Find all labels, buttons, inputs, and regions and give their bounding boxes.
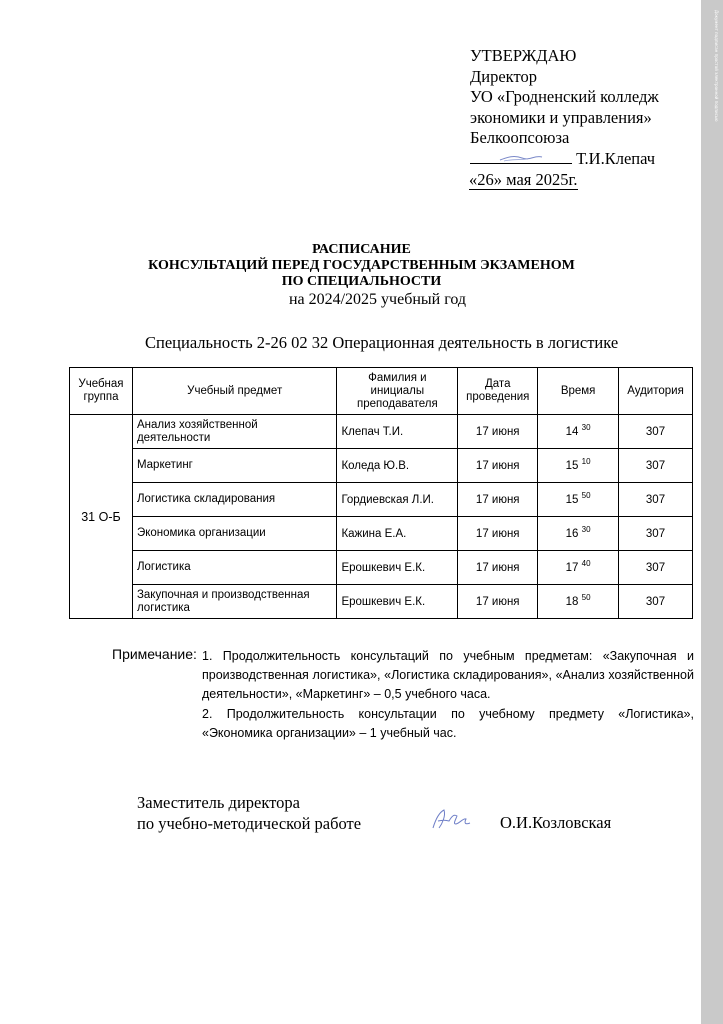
title-line1: РАСПИСАНИЕ — [312, 242, 411, 257]
room-cell: 307 — [619, 449, 693, 483]
approval-org-line1: УО «Гродненский колледж — [470, 87, 659, 107]
subject-cell: Маркетинг — [132, 449, 336, 483]
approval-block — [470, 46, 690, 190]
date-cell: 17 июня — [458, 415, 538, 449]
table-row — [70, 551, 693, 585]
director-signature — [470, 149, 572, 164]
teacher-cell: Ерошкевич Е.К. — [337, 585, 458, 619]
table-row — [70, 483, 693, 517]
time-cell — [538, 517, 619, 551]
side-stamp-text: Документ подписан простой электронной подписью — [714, 10, 719, 122]
room-cell: 307 — [619, 551, 693, 585]
teacher-cell: Ерошкевич Е.К. — [337, 551, 458, 585]
header-room: Аудитория — [619, 368, 693, 415]
time-hour: 18 — [565, 595, 579, 608]
header-group: Учебная группа — [70, 368, 133, 415]
room-cell: 307 — [619, 415, 693, 449]
table-row — [70, 517, 693, 551]
header-date: Дата проведения — [458, 368, 538, 415]
note-2-text: 2. Продолжительность консультации по учебному предмету «Логистика», «Экономика организации» – 1 учебный час. — [202, 707, 694, 740]
time-hour: 17 — [565, 561, 579, 574]
note-1 — [202, 647, 694, 704]
title-year: на 2024/2025 учебный год — [288, 291, 467, 308]
room-cell: 307 — [619, 517, 693, 551]
table-row — [70, 585, 693, 619]
group-cell: 31 О-Б — [70, 415, 133, 619]
time-minute: 30 — [581, 422, 591, 432]
header-time: Время — [538, 368, 619, 415]
title-line3: ПО СПЕЦИАЛЬНОСТИ — [281, 274, 442, 289]
time-cell — [538, 551, 619, 585]
teacher-cell: Клепач Т.И. — [337, 415, 458, 449]
time-cell — [538, 483, 619, 517]
approval-heading: УТВЕРЖДАЮ — [470, 46, 577, 65]
schedule-table — [69, 367, 693, 619]
time-cell — [538, 449, 619, 483]
date-cell: 17 июня — [458, 585, 538, 619]
teacher-cell: Коледа Ю.В. — [337, 449, 458, 483]
approval-org-line3: Белкоопсоюза — [470, 128, 570, 148]
subject-cell: Экономика организации — [132, 517, 336, 551]
room-cell: 307 — [619, 483, 693, 517]
time-hour: 15 — [565, 493, 579, 506]
time-minute: 10 — [581, 456, 591, 466]
table-header-row — [70, 368, 693, 415]
header-teacher: Фамилия и инициалы преподавателя — [337, 368, 458, 415]
subject-cell: Анализ хозяйственной деятельности — [132, 415, 336, 449]
time-minute: 30 — [581, 524, 591, 534]
deputy-name: О.И.Козловская — [500, 813, 612, 832]
deputy-signature — [430, 806, 472, 837]
date-cell: 17 июня — [458, 449, 538, 483]
time-hour: 14 — [565, 425, 579, 438]
time-cell — [538, 585, 619, 619]
note-2 — [202, 705, 694, 743]
time-hour: 16 — [565, 527, 579, 540]
approval-position: Директор — [470, 66, 537, 86]
teacher-cell: Гордиевская Л.И. — [337, 483, 458, 517]
specialty: Специальность 2-26 02 32 Операционная деятельность в логистике — [145, 333, 619, 352]
approval-org-line2: экономики и управления» — [470, 107, 652, 127]
date-cell: 17 июня — [458, 483, 538, 517]
deputy-line1: Заместитель директора — [137, 793, 300, 812]
time-minute: 50 — [581, 592, 591, 602]
deputy-line2: по учебно-методической работе — [137, 814, 362, 833]
time-cell — [538, 415, 619, 449]
subject-cell: Закупочная и производственная логистика — [132, 585, 336, 619]
approval-date: «26» мая 2025г. — [469, 169, 578, 189]
date-cell: 17 июня — [458, 551, 538, 585]
date-cell: 17 июня — [458, 517, 538, 551]
subject-cell: Логистика — [132, 551, 336, 585]
time-hour: 15 — [565, 459, 579, 472]
table-row — [70, 449, 693, 483]
deputy-block — [137, 792, 361, 834]
time-minute: 50 — [581, 490, 591, 500]
subject-cell: Логистика складирования — [132, 483, 336, 517]
teacher-cell: Кажина Е.А. — [337, 517, 458, 551]
time-minute: 40 — [581, 558, 591, 568]
note-1-text: 1. Продолжительность консультаций по учебным предметам: «Закупочная и производственная логистика», «Логистика складирования», «Анализ хозяйственной деятельности», «Маркетинг» – 0,5 учебного часа. — [202, 649, 694, 701]
table-row — [70, 415, 693, 449]
document-title — [0, 242, 723, 310]
header-subject: Учебный предмет — [132, 368, 336, 415]
room-cell: 307 — [619, 585, 693, 619]
title-line2: КОНСУЛЬТАЦИЙ ПЕРЕД ГОСУДАРСТВЕННЫМ ЭКЗАМЕНОМ — [148, 258, 575, 273]
approval-signer: Т.И.Клепач — [576, 148, 656, 168]
notes-label: Примечание: — [112, 646, 197, 662]
